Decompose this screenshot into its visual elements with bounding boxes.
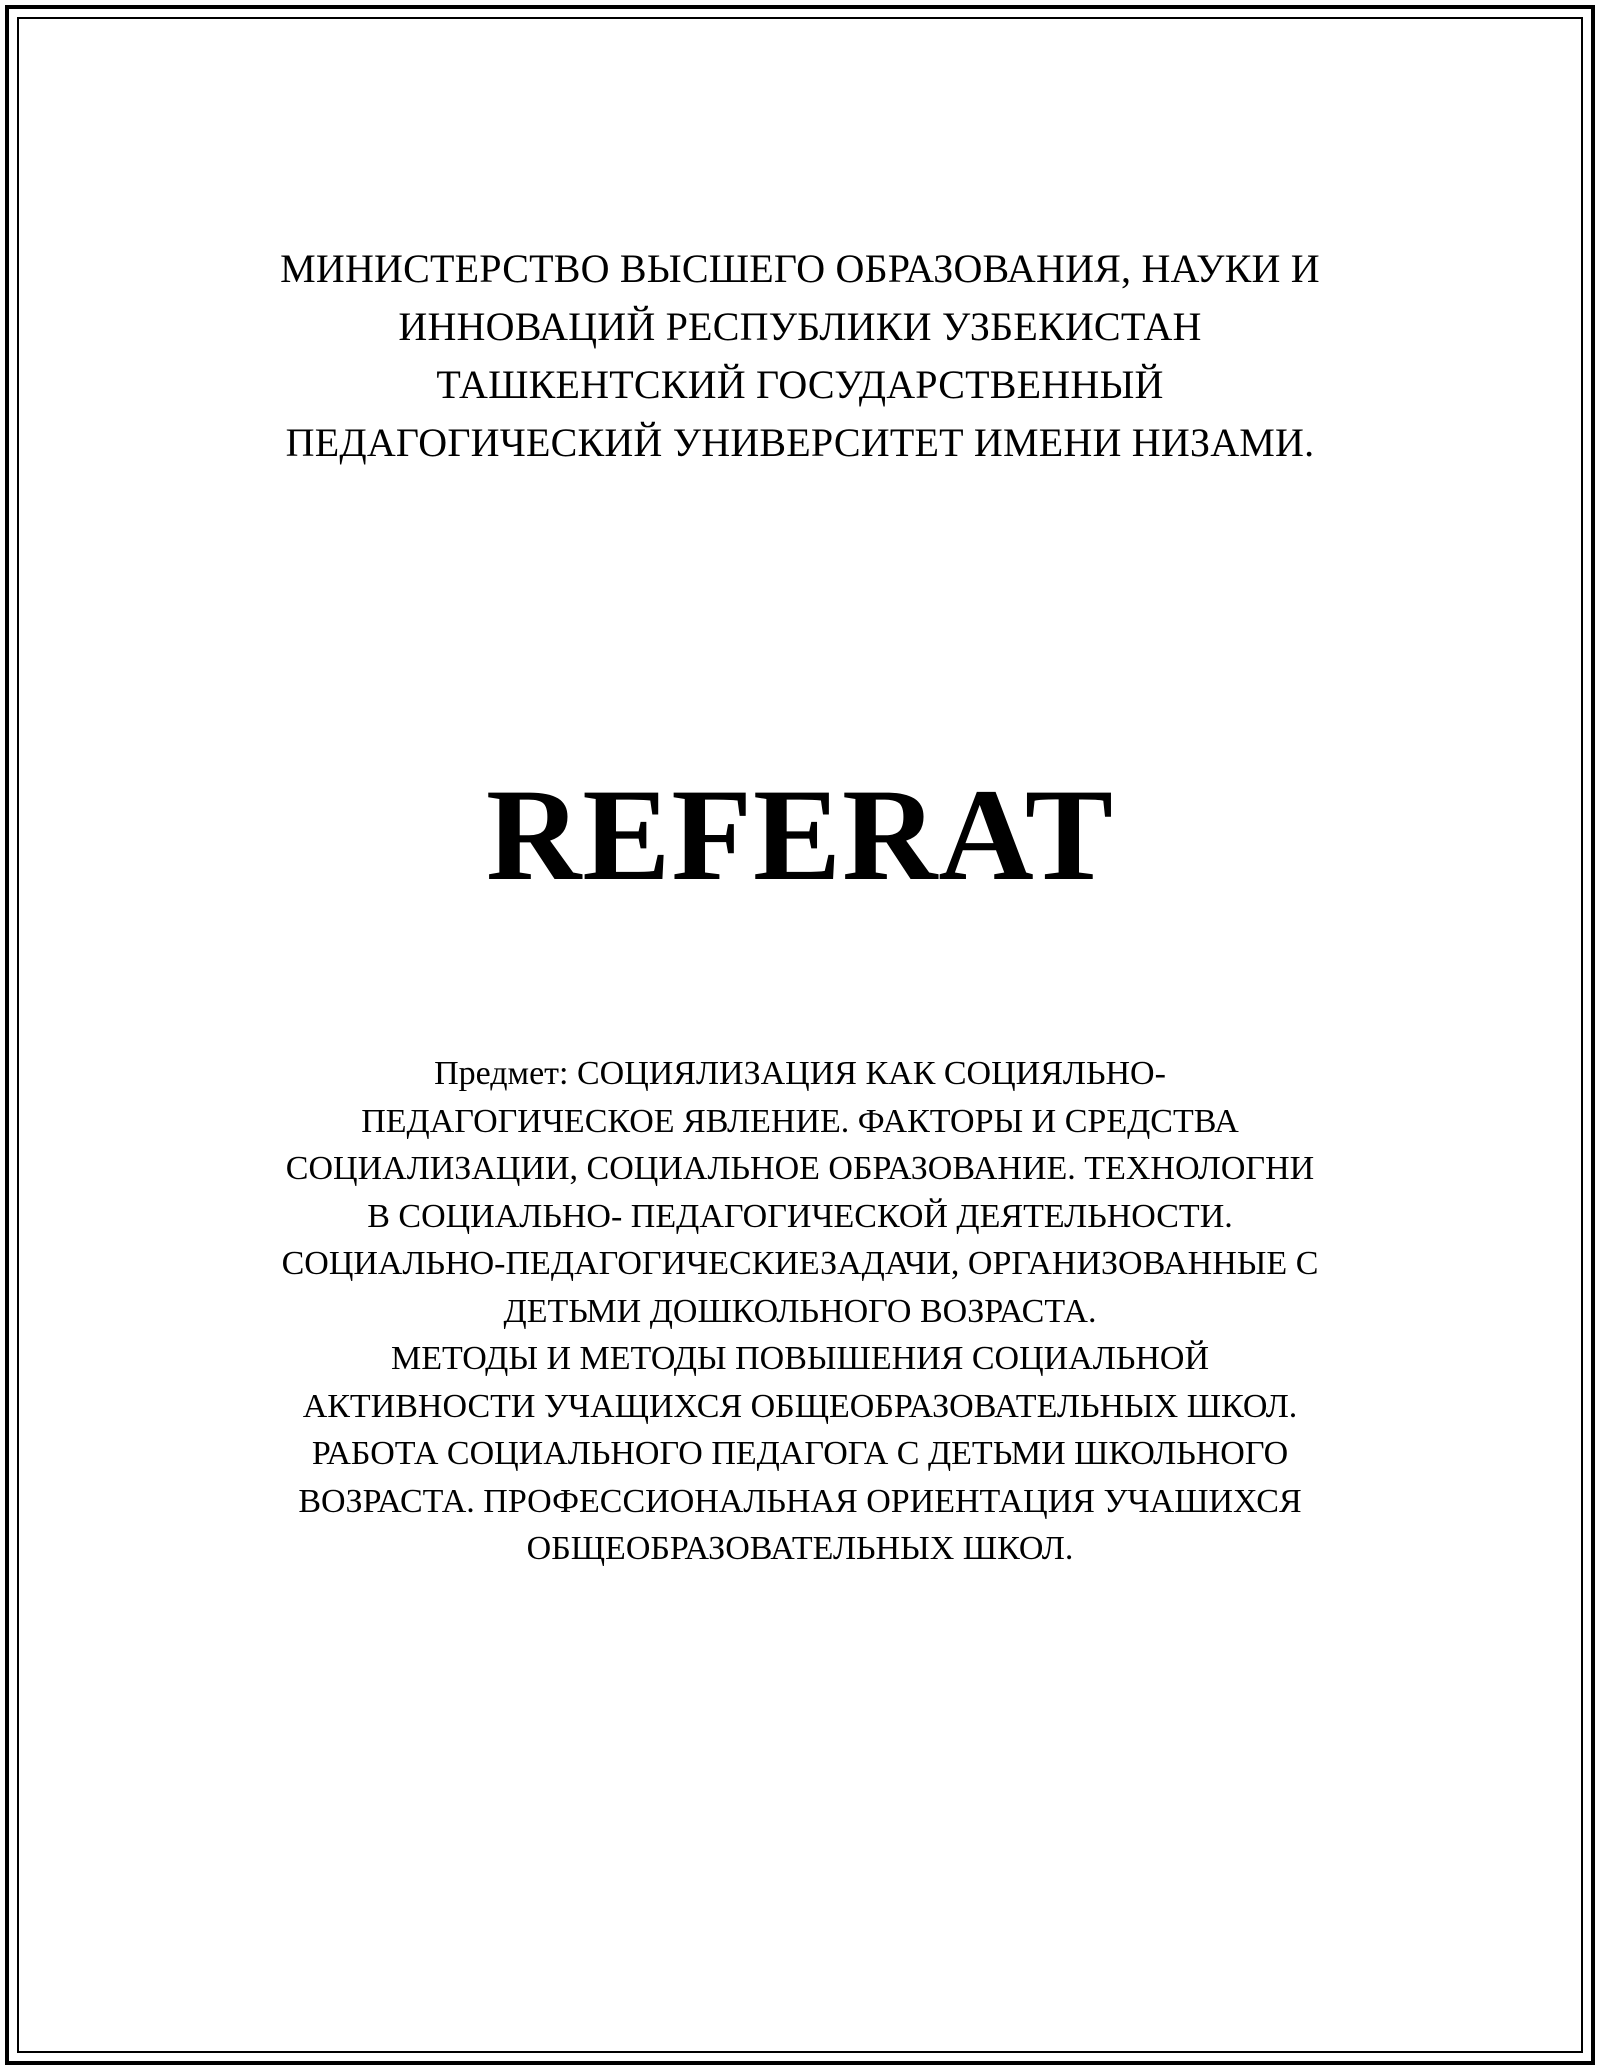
institution-header-line: ПЕДАГОГИЧЕСКИЙ УНИВЕРСИТЕТ ИМЕНИ НИЗАМИ. xyxy=(285,420,1315,465)
subject-line: В СОЦИАЛЬНО- ПЕДАГОГИЧЕСКОЙ ДЕЯТЕЛЬНОСТИ. xyxy=(367,1197,1233,1235)
institution-header-line: ИННОВАЦИЙ РЕСПУБЛИКИ УЗБЕКИСТАН xyxy=(398,304,1202,349)
subject-line: АКТИВНОСТИ УЧАЩИХСЯ ОБЩЕОБРАЗОВАТЕЛЬНЫХ ШКОЛ. xyxy=(302,1387,1298,1425)
subject-line: ВОЗРАСТА. ПРОФЕССИОНАЛЬНАЯ ОРИЕНТАЦИЯ УЧАШИХСЯ xyxy=(298,1482,1302,1520)
institution-header-line: МИНИСТЕРСТВО ВЫСШЕГО ОБРАЗОВАНИЯ, НАУКИ И xyxy=(280,246,1320,291)
institution-header xyxy=(0,240,1600,472)
subject-line: СОЦИАЛИЗАЦИИ, СОЦИАЛЬНОЕ ОБРАЗОВАНИЕ. ТЕХНОЛОГНИ xyxy=(285,1150,1315,1187)
subject-line: РАБОТА СОЦИАЛЬНОГО ПЕДАГОГА С ДЕТЬМИ ШКОЛЬНОГО xyxy=(311,1435,1289,1472)
subject-line: Предмет: СОЦИЯЛИЗАЦИЯ КАК СОЦИЯЛЬНО- xyxy=(434,1055,1166,1092)
document-title: REFERAT xyxy=(486,761,1114,908)
institution-header-line: ТАШКЕНТСКИЙ ГОСУДАРСТВЕННЫЙ xyxy=(436,362,1164,407)
subject-line: ПЕДАГОГИЧЕСКОЕ ЯВЛЕНИЕ. ФАКТОРЫ И СРЕДСТВА xyxy=(361,1102,1239,1140)
subject-description xyxy=(0,1050,1600,1573)
subject-line: ОБЩЕОБРАЗОВАТЕЛЬНЫХ ШКОЛ. xyxy=(526,1530,1074,1567)
subject-line: ДЕТЬМИ ДОШКОЛЬНОГО ВОЗРАСТА. xyxy=(503,1292,1097,1330)
subject-line: МЕТОДЫ И МЕТОДЫ ПОВЫШЕНИЯ СОЦИАЛЬНОЙ xyxy=(390,1340,1210,1377)
subject-line: СОЦИАЛЬНО-ПЕДАГОГИЧЕСКИЕЗАДАЧИ, ОРГАНИЗОВАННЫЕ С xyxy=(281,1245,1319,1282)
